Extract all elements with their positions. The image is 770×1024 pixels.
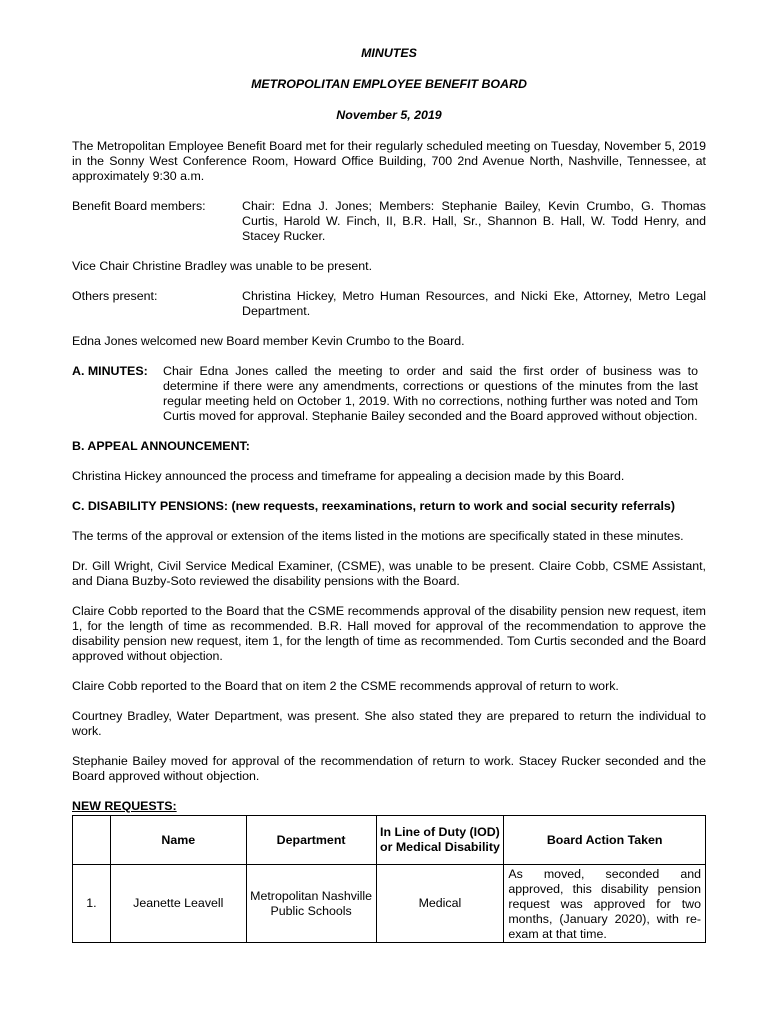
- column-header-name: Name: [110, 816, 246, 865]
- table-header-row: [73, 816, 706, 865]
- others-row: [72, 289, 706, 319]
- column-header-number: [73, 816, 111, 865]
- board-name: METROPOLITAN EMPLOYEE BENEFIT BOARD: [251, 77, 527, 91]
- section-a: [72, 364, 706, 424]
- table-row: [73, 865, 706, 943]
- row-action: As moved, seconded and approved, this disability pension request was approved for two months, (January 2020), with re-exam at that time.: [504, 865, 706, 943]
- minutes-document: [72, 46, 706, 943]
- new-requests-table: [72, 815, 706, 943]
- intro-paragraph: The Metropolitan Employee Benefit Board met for their regularly scheduled meeting on Tuesday, November 5, 2019 in the Sonny West Conference Room, Howard Office Building, 700 2nd Avenue North, Nashville, Tennessee, at approximately 9:30 a.m.: [72, 139, 706, 183]
- section-c-paragraph: Claire Cobb reported to the Board that the CSME recommends approval of the disability pension new request, item 1, for the length of time as recommended. B.R. Hall moved for approval of the recommendation to approve the disability pension new request, item 1, for the length of time as recommended. Tom Curtis seconded and the Board approved without objection.: [72, 604, 706, 663]
- absent-paragraph: Vice Chair Christine Bradley was unable to be present.: [72, 259, 373, 273]
- row-name: Jeanette Leavell: [110, 865, 246, 943]
- column-header-action: Board Action Taken: [504, 816, 706, 865]
- section-c-paragraph: Dr. Gill Wright, Civil Service Medical Examiner, (CSME), was unable to be present. Claire Cobb, CSME Assistant, and Diana Buzby-Soto reviewed the disability pensions with the Board.: [72, 559, 706, 588]
- others-label: Others present:: [72, 289, 158, 303]
- section-c-heading: C. DISABILITY PENSIONS: (new requests, reexaminations, return to work and social security referrals): [72, 499, 675, 513]
- meeting-date: November 5, 2019: [336, 108, 442, 122]
- row-department: Metropolitan Nashville Public Schools: [246, 865, 376, 943]
- members-label: Benefit Board members:: [72, 199, 206, 213]
- welcome-paragraph: Edna Jones welcomed new Board member Kevin Crumbo to the Board.: [72, 334, 465, 348]
- members-row: [72, 199, 706, 244]
- section-b-heading: B. APPEAL ANNOUNCEMENT:: [72, 439, 250, 453]
- section-c-paragraph: Stephanie Bailey moved for approval of the recommendation of return to work. Stacey Rucker seconded and the Board approved without objection.: [72, 754, 706, 783]
- row-number: 1.: [73, 865, 111, 943]
- row-type: Medical: [376, 865, 504, 943]
- document-title: MINUTES: [361, 46, 417, 60]
- section-a-text: Chair Edna Jones called the meeting to order and said the first order of business was to determine if there were any amendments, corrections or questions of the minutes from the last regular meeting held on October 1, 2019. With no corrections, nothing further was noted and Tom Curtis moved for approval. Stephanie Bailey seconded and the Board approved without objection.: [163, 364, 698, 423]
- section-b-text: Christina Hickey announced the process and timeframe for appealing a decision made by this Board.: [72, 469, 625, 483]
- column-header-department: Department: [246, 816, 376, 865]
- members-value: Chair: Edna J. Jones; Members: Stephanie Bailey, Kevin Crumbo, G. Thomas Curtis, Harold W. Finch, II, B.R. Hall, Sr., Shannon B. Hall, W. Todd Henry, and Stacey Rucker.: [242, 199, 706, 243]
- section-a-label: A. MINUTES:: [72, 364, 148, 378]
- column-header-type: In Line of Duty (IOD) or Medical Disability: [376, 816, 504, 865]
- section-c-paragraph: Courtney Bradley, Water Department, was present. She also stated they are prepared to return the individual to work.: [72, 709, 706, 738]
- section-c-paragraph: Claire Cobb reported to the Board that on item 2 the CSME recommends approval of return to work.: [72, 679, 619, 693]
- section-c-paragraph: The terms of the approval or extension of the items listed in the motions are specifically stated in these minutes.: [72, 529, 684, 543]
- others-value: Christina Hickey, Metro Human Resources, and Nicki Eke, Attorney, Metro Legal Department.: [242, 289, 706, 318]
- new-requests-heading: NEW REQUESTS:: [72, 799, 177, 813]
